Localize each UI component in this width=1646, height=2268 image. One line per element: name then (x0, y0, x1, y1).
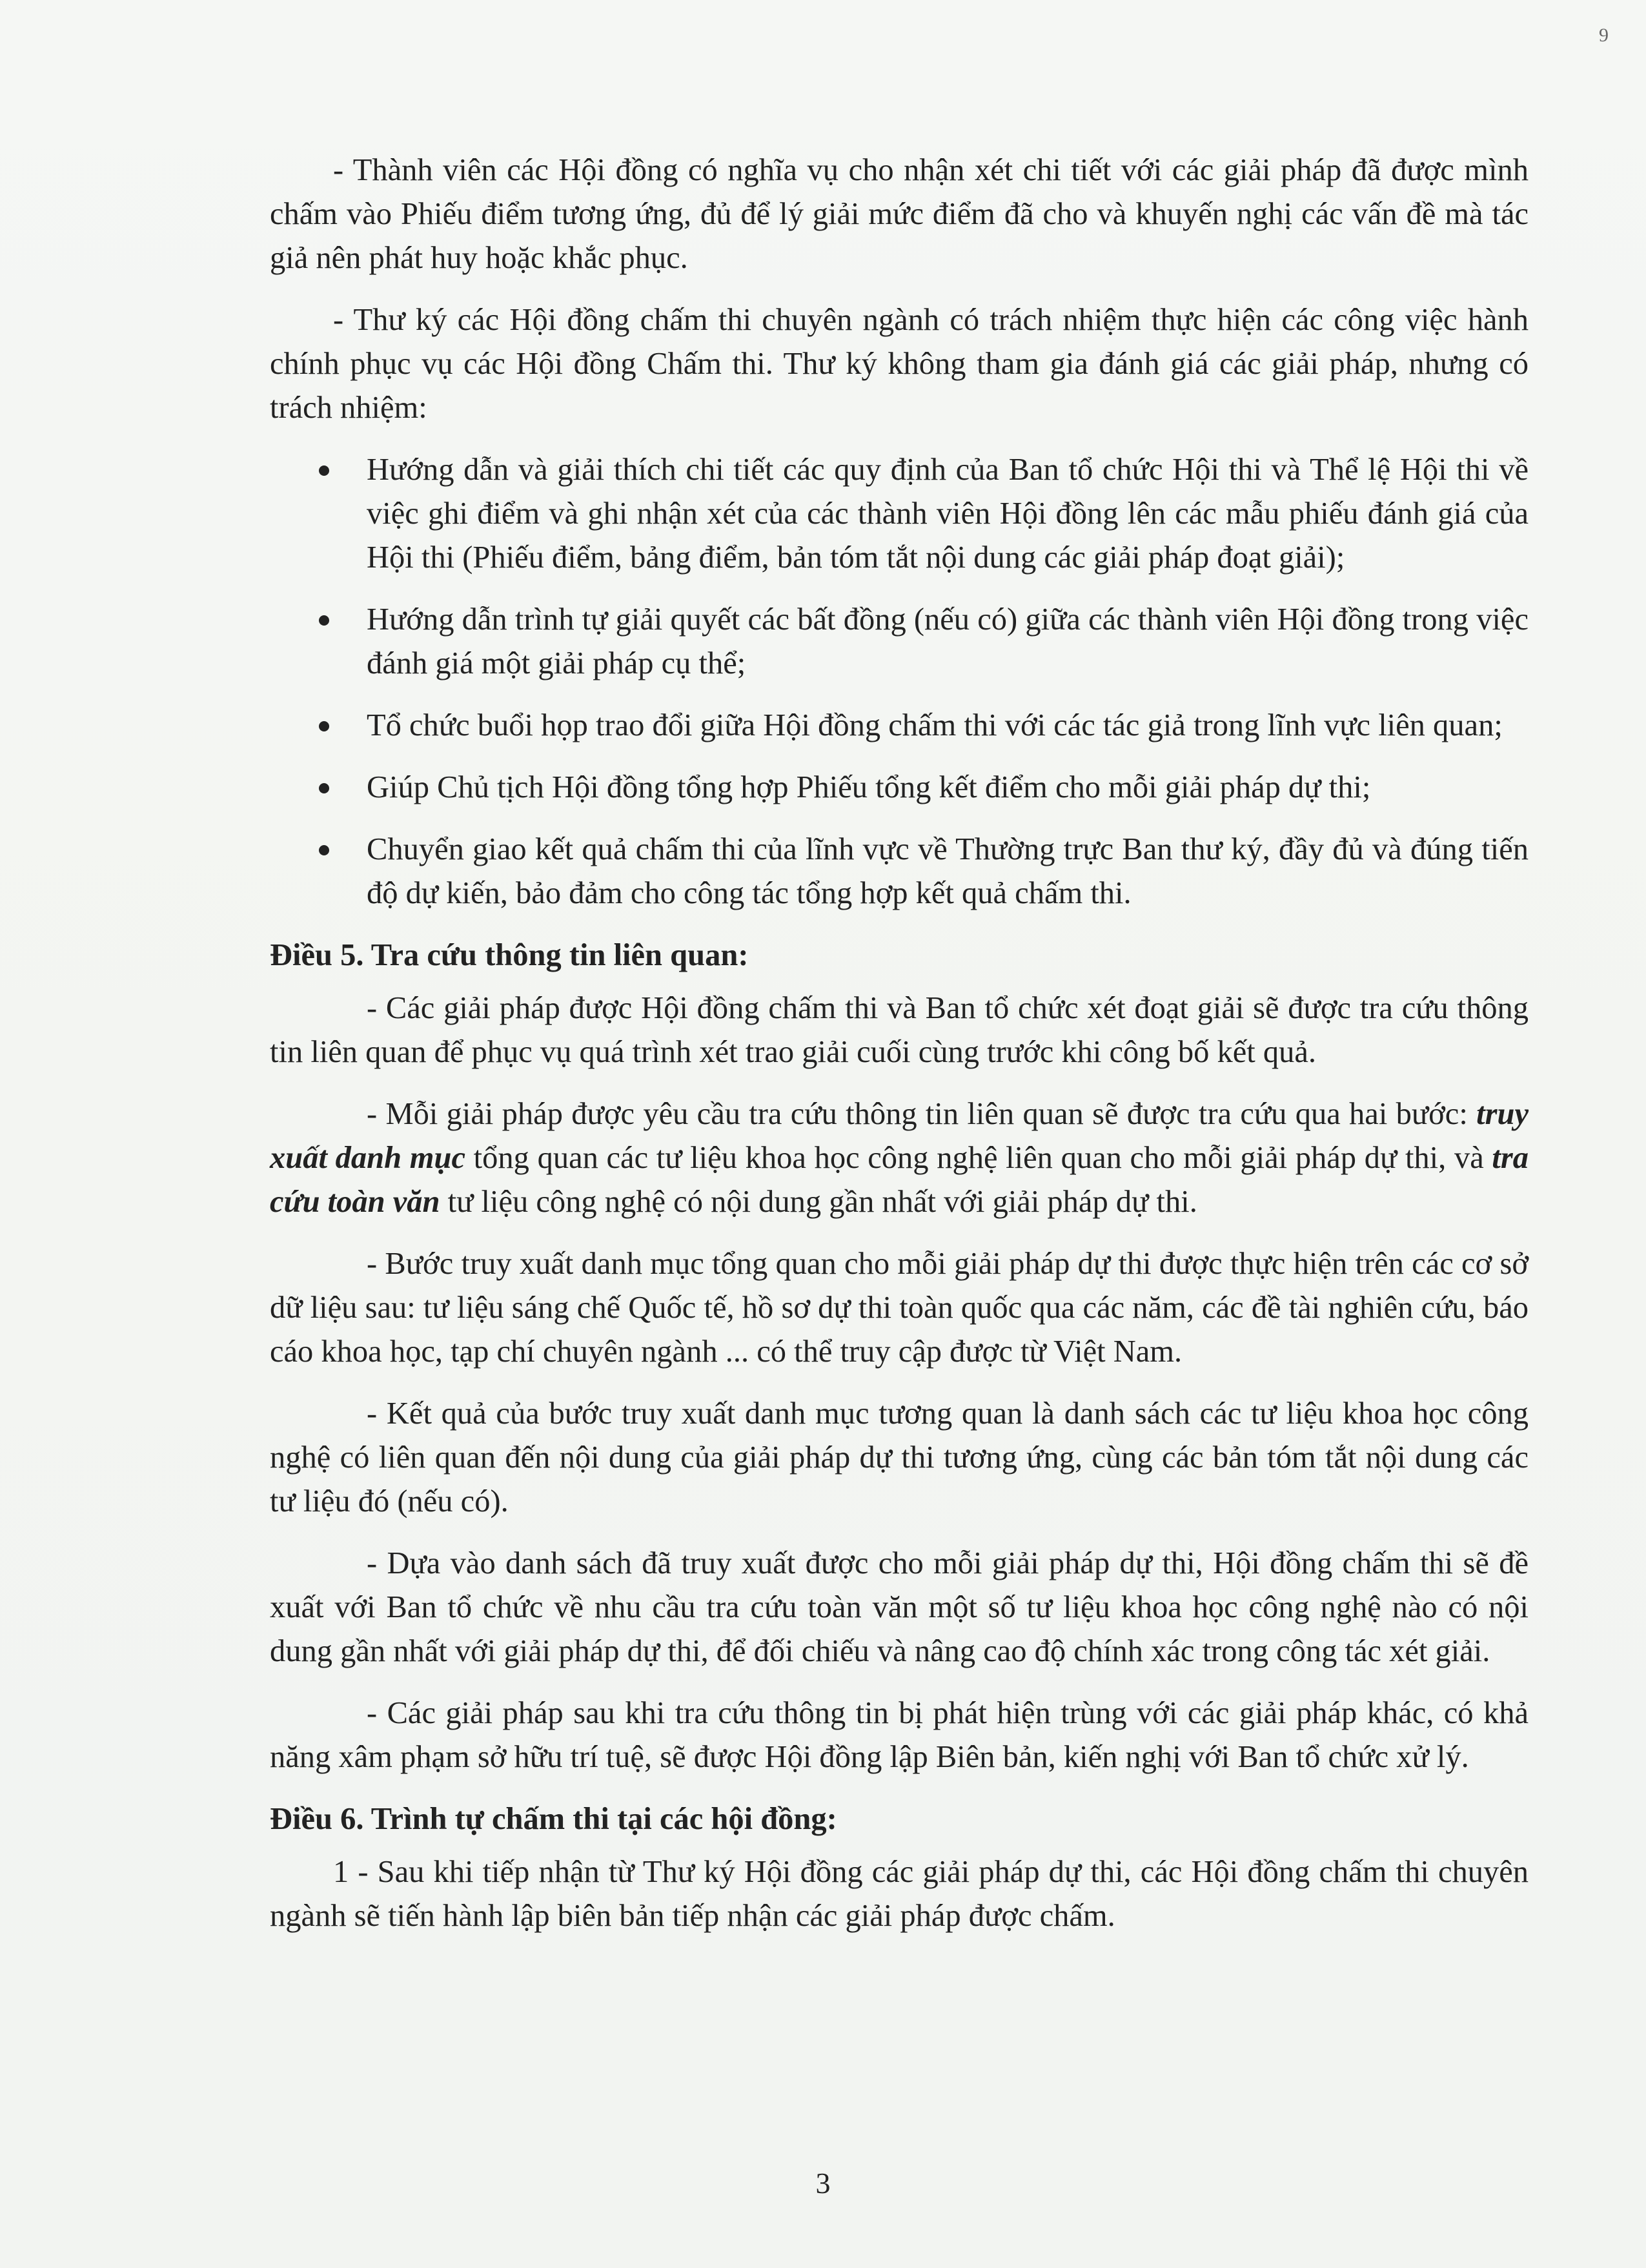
paragraph-5-3: - Bước truy xuất danh mục tổng quan cho mỗi giải pháp dự thi được thực hiện trên các cơ sở dữ liệu sau: tư liệu sáng chế Quốc tế, hồ sơ dự thi toàn quốc qua các năm, các đề tài nghiên cứu, báo cáo khoa học, tạp chí chuyên ngành ... có thể truy cập được từ Việt Nam. (270, 1247, 1529, 1369)
page-number: 3 (815, 2167, 831, 2200)
emphasis-truy-xuat: truy xuất danh mục (270, 1097, 1529, 1175)
secretary-duties-list (270, 448, 1529, 915)
paragraph-council-members: - Thành viên các Hội đồng có nghĩa vụ cho nhận xét chi tiết với các giải pháp đã được mình chấm vào Phiếu điểm tương ứng, đủ để lý giải mức điểm đã cho và khuyến nghị các vấn đề mà tác giả nên phát huy hoặc khắc phục. (270, 153, 1529, 275)
corner-mark: 9 (1599, 25, 1609, 46)
bullet-icon (319, 845, 329, 855)
paragraph-5-5: - Dựa vào danh sách đã truy xuất được cho mỗi giải pháp dự thi, Hội đồng chấm thi sẽ đề xuất với Ban tổ chức về nhu cầu tra cứu toàn văn một số tư liệu khoa học công nghệ nào có nội dung gần nhất với giải pháp dự thi, để đối chiếu và nâng cao độ chính xác trong công tác xét giải. (270, 1546, 1529, 1668)
document-body (270, 148, 1529, 1956)
bullet-icon (319, 783, 329, 793)
heading-article-5: Điều 5. Tra cứu thông tin liên quan: (270, 938, 749, 972)
paragraph-secretary: - Thư ký các Hội đồng chấm thi chuyên ngành có trách nhiệm thực hiện các công việc hành chính phục vụ các Hội đồng Chấm thi. Thư ký không tham gia đánh giá các giải pháp, nhưng có trách nhiệm: (270, 303, 1529, 425)
bullet-icon (319, 465, 329, 476)
list-item: Tổ chức buổi họp trao đổi giữa Hội đồng chấm thi với các tác giả trong lĩnh vực liên quan; (270, 704, 1529, 748)
bullet-icon (319, 721, 329, 731)
bullet-icon (319, 615, 329, 626)
list-item: Hướng dẫn trình tự giải quyết các bất đồng (nếu có) giữa các thành viên Hội đồng trong việc đánh giá một giải pháp cụ thể; (270, 598, 1529, 686)
heading-article-6: Điều 6. Trình tự chấm thi tại các hội đồng: (270, 1802, 837, 1836)
list-item: Hướng dẫn và giải thích chi tiết các quy định của Ban tổ chức Hội thi và Thể lệ Hội thi về việc ghi điểm và ghi nhận xét của các thành viên Hội đồng lên các mẫu phiếu đánh giá của Hội thi (Phiếu điểm, bảng điểm, bản tóm tắt nội dung các giải pháp đoạt giải); (270, 448, 1529, 580)
paragraph-5-6: - Các giải pháp sau khi tra cứu thông tin bị phát hiện trùng với các giải pháp khác, có khả năng xâm phạm sở hữu trí tuệ, sẽ được Hội đồng lập Biên bản, kiến nghị với Ban tổ chức xử lý. (270, 1696, 1529, 1774)
paragraph-5-1: - Các giải pháp được Hội đồng chấm thi và Ban tổ chức xét đoạt giải sẽ được tra cứu thông tin liên quan để phục vụ quá trình xét trao giải cuối cùng trước khi công bố kết quả. (270, 991, 1529, 1069)
emphasis-tra-cuu: tra cứu toàn văn (270, 1141, 1529, 1219)
paragraph-5-2: - Mỗi giải pháp được yêu cầu tra cứu thông tin liên quan sẽ được tra cứu qua hai bước: truy xuất danh mục tổng quan các tư liệu khoa học công nghệ liên quan cho mỗi giải pháp dự thi, và tra cứu toàn văn tư liệu công nghệ có nội dung gần nhất với giải pháp dự thi. (270, 1097, 1529, 1219)
list-item: Chuyển giao kết quả chấm thi của lĩnh vực về Thường trực Ban thư ký, đầy đủ và đúng tiến độ dự kiến, bảo đảm cho công tác tổng hợp kết quả chấm thi. (270, 828, 1529, 915)
list-item: Giúp Chủ tịch Hội đồng tổng hợp Phiếu tổng kết điểm cho mỗi giải pháp dự thi; (270, 766, 1529, 810)
paragraph-5-4: - Kết quả của bước truy xuất danh mục tương quan là danh sách các tư liệu khoa học công nghệ có liên quan đến nội dung của giải pháp dự thi tương ứng, cùng các bản tóm tắt nội dung các tư liệu đó (nếu có). (270, 1396, 1529, 1518)
paragraph-6-1: 1 - Sau khi tiếp nhận từ Thư ký Hội đồng các giải pháp dự thi, các Hội đồng chấm thi chuyên ngành sẽ tiến hành lập biên bản tiếp nhận các giải pháp được chấm. (270, 1855, 1529, 1933)
